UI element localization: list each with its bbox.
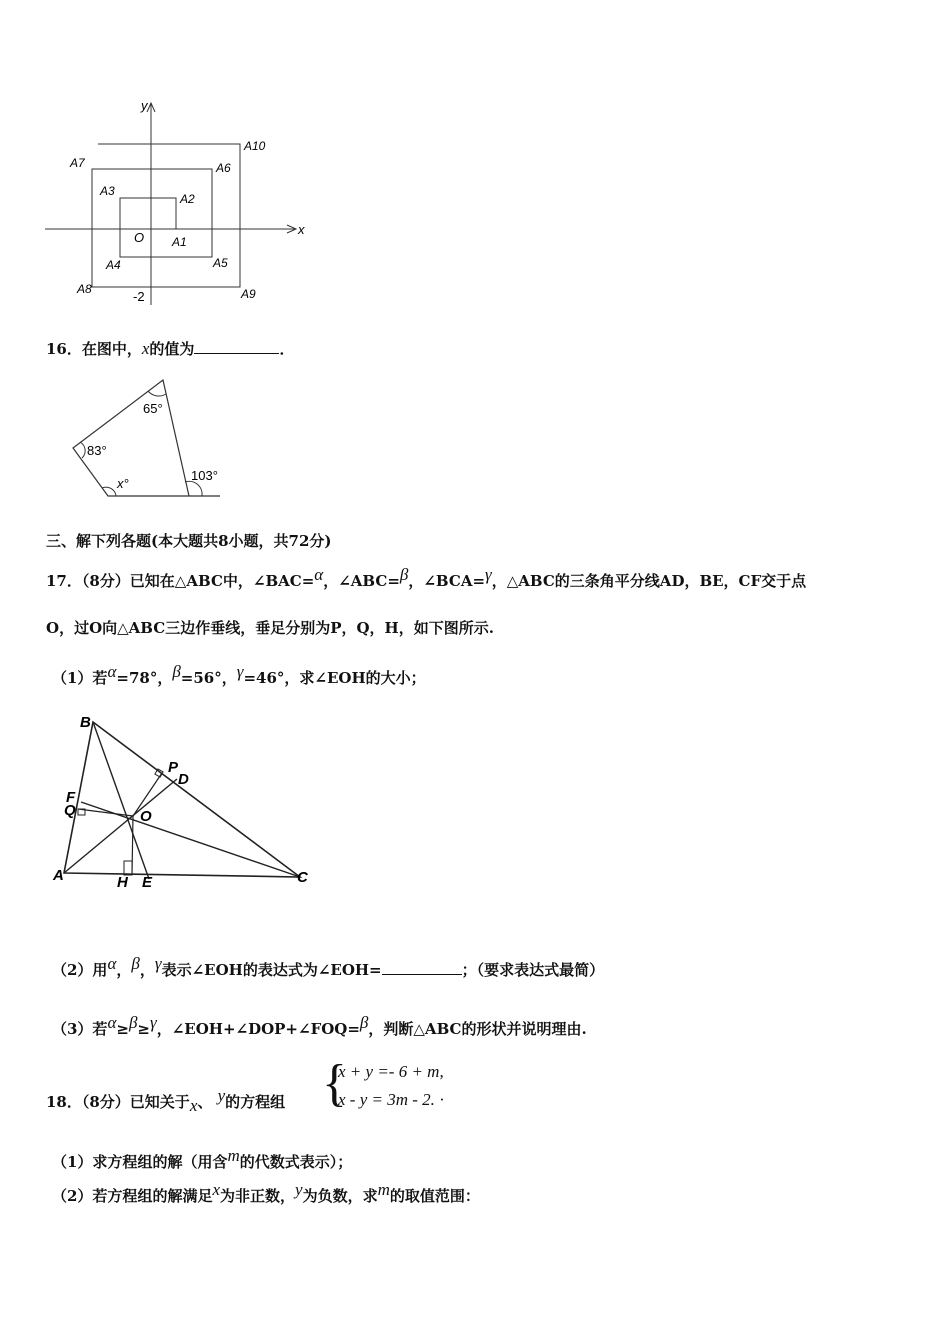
equation-2: x - y = 3m - 2. ·: [338, 1090, 445, 1109]
label-Q: Q: [64, 802, 76, 819]
rect-inner: [120, 198, 176, 229]
label-D: D: [178, 771, 189, 788]
label-o: O: [134, 230, 145, 245]
label-y: y: [141, 98, 148, 113]
angle-x: x°: [117, 476, 129, 491]
q17-line2: O，过O向△ABC三边作垂线，垂足分别为P，Q，H，如下图所示.: [46, 619, 494, 637]
label-a4: A4: [106, 258, 121, 272]
brace: {: [322, 1055, 347, 1112]
label-a10: A10: [244, 139, 266, 153]
q16-text: 16．在图中，x的值为 ．: [46, 339, 295, 358]
label-F: F: [66, 789, 76, 806]
label-a9: A9: [241, 287, 256, 301]
angle-65: 65°: [143, 401, 163, 416]
answer-blank: [194, 339, 279, 354]
label-P: P: [168, 759, 179, 776]
label-a7: A7: [70, 156, 85, 170]
q18-part1: （1）求方程组的解（用含$^m$的代数式表示）；: [52, 1146, 353, 1171]
q17-line1: 17．（8分）已知在△ABC中，∠BAC=$^\alpha$，∠ABC=$^\beta$，∠BCA=$^\gamma$，△ABC的三条角平分线AD，BE，CF交于点: [46, 565, 807, 590]
quadrilateral-figure: [60, 370, 230, 505]
angle-83: 83°: [87, 443, 107, 458]
label-a8: A8: [77, 282, 92, 296]
label-a1: A1: [172, 235, 187, 249]
label-O: O: [140, 808, 152, 825]
q17-part1: （1）若$^\alpha$=78°，$^\beta$=56°，$^\gamma$=46°，求∠EOH的大小；: [52, 662, 426, 687]
label-a2: A2: [180, 192, 195, 206]
coordinate-figure: [40, 95, 320, 310]
triangle-figure: [50, 710, 320, 895]
var-x: x: [141, 339, 150, 358]
label-B: B: [80, 714, 91, 731]
label-C: C: [297, 869, 308, 886]
section-heading: 三、解下列各题(本大题共8小题，共72分): [46, 532, 332, 550]
equation-1: x + y =- 6 + m,: [338, 1062, 444, 1081]
label-a3: A3: [100, 184, 115, 198]
label-a6: A6: [216, 161, 231, 175]
label-minus2: -2: [133, 289, 145, 304]
label-H: H: [117, 874, 128, 891]
q17-part2: （2）用$^\alpha$，$^\beta$，$^\gamma$表示∠EOH的表达式为∠EOH= ；（要求表达式最简）: [52, 954, 605, 979]
q18-line1: 18．（8分）已知关于$_x$、 $^y$的方程组: [46, 1086, 286, 1115]
label-a5: A5: [213, 256, 228, 270]
q17-part3: （3）若$^\alpha$≥$^\beta$≥$^\gamma$，∠EOH+∠DOP+∠FOQ=$^\beta$，判断△ABC的形状并说明理由.: [52, 1013, 587, 1038]
angle-103: 103°: [191, 468, 218, 483]
label-E: E: [142, 874, 153, 891]
label-A: A: [53, 867, 64, 884]
answer-blank-2: [382, 960, 462, 975]
label-x: x: [298, 222, 305, 237]
q18-part2: （2）若方程组的解满足$^x$为非正数，$^y$为负数，求$^m$的取值范围：: [52, 1180, 480, 1205]
